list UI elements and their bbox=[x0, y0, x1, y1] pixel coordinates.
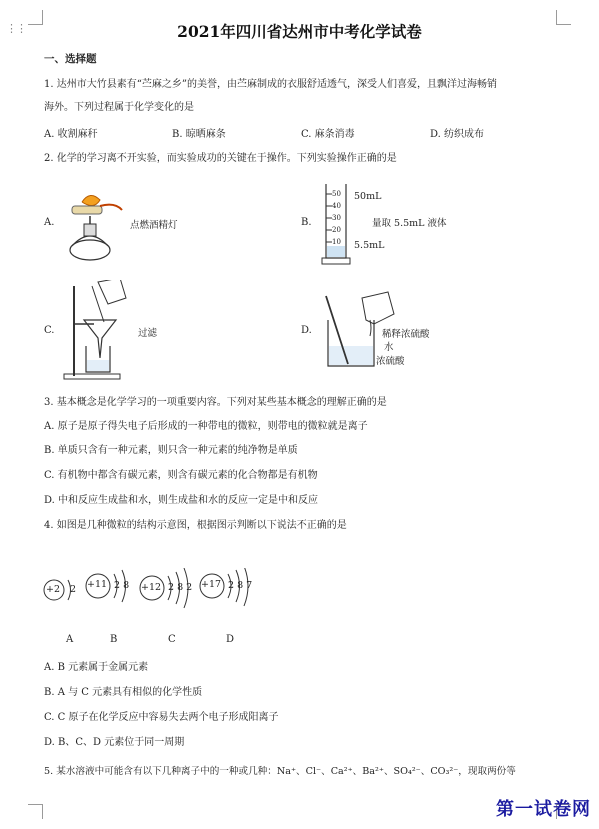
q5-stem: 5. 某水溶液中可能含有以下几种离子中的一种或几种：Na⁺、Cl⁻、Ca²⁺、Ba²⁺、SO₄²⁻、CO₃²⁻，现取两份等 bbox=[44, 766, 516, 777]
atom-c-letter: C bbox=[168, 634, 176, 645]
site-watermark: 第一试卷网 bbox=[496, 799, 591, 820]
scale-50: 50 bbox=[332, 190, 341, 198]
q2-a-letter: A. bbox=[44, 217, 55, 228]
q1-option-a: A. 收割麻秆 bbox=[44, 129, 98, 140]
q4-option-a: A. B 元素属于金属元素 bbox=[44, 662, 149, 673]
q3-option-c: C. 有机物中都含有碳元素，则含有碳元素的化合物都是有机物 bbox=[44, 470, 318, 481]
cylinder-mark-bottom: 5.5mL bbox=[354, 240, 385, 251]
scale-10: 10 bbox=[332, 238, 341, 246]
atom-a-nucleus: +2 bbox=[46, 584, 61, 595]
q3-option-b: B. 单质只含有一种元素，则只含一种元素的纯净物是单质 bbox=[44, 445, 298, 456]
scale-40: 40 bbox=[332, 202, 341, 210]
q1-option-d: D. 纺织成布 bbox=[430, 129, 485, 140]
scale-20: 20 bbox=[332, 226, 341, 234]
q2-a-caption: 点燃酒精灯 bbox=[130, 220, 178, 231]
drag-handle-icon[interactable]: ⋮⋮ bbox=[6, 22, 26, 35]
cylinder-scale bbox=[332, 188, 341, 248]
section-heading: 一、选择题 bbox=[44, 53, 97, 65]
atom-a-letter: A bbox=[66, 634, 74, 645]
q2-c-letter: C. bbox=[44, 325, 55, 336]
atom-b-nucleus: +11 bbox=[87, 579, 108, 590]
q3-option-a: A. 原子是原子得失电子后形成的一种带电的微粒，则带电的微粒就是离子 bbox=[44, 421, 368, 432]
filtration-setup-figure bbox=[60, 280, 140, 382]
crop-mark-bottom-left bbox=[28, 804, 43, 819]
q1-option-c: C. 麻条消毒 bbox=[301, 129, 355, 140]
q3-option-d: D. 中和反应生成盐和水，则生成盐和水的反应一定是中和反应 bbox=[44, 495, 319, 506]
atom-c-nucleus: +12 bbox=[141, 582, 162, 593]
q2-d-caption: 稀释浓硫酸 bbox=[382, 329, 430, 340]
cylinder-mark-top: 50mL bbox=[354, 191, 382, 202]
q4-option-d: D. B、C、D 元素位于同一周期 bbox=[44, 737, 185, 748]
q2-stem: 2. 化学的学习离不开实验，而实验成功的关键在于操作。下列实验操作正确的是 bbox=[44, 153, 397, 164]
atom-c-shells: 2 8 2 bbox=[168, 582, 193, 593]
atom-d-letter: D bbox=[226, 634, 235, 645]
q4-option-b: B. A 与 C 元素具有相似的化学性质 bbox=[44, 687, 203, 698]
atom-b-shells: 2 8 bbox=[114, 580, 130, 591]
q3-stem: 3. 基本概念是化学学习的一项重要内容。下列对某些基本概念的理解正确的是 bbox=[44, 397, 387, 408]
q4-option-c: C. C 原子在化学反应中容易失去两个电子形成阳离子 bbox=[44, 712, 279, 723]
q2-b-letter: B. bbox=[301, 217, 312, 228]
page-title: 2021年四川省达州市中考化学试卷 bbox=[177, 22, 422, 41]
q2-d-letter: D. bbox=[301, 325, 312, 336]
q1-stem-line1: 1. 达州市大竹县素有“苎麻之乡”的美誉，由苎麻制成的衣服舒适透气，深受人们喜爱，且飘洋过海畅销 bbox=[44, 79, 497, 90]
q2-c-caption: 过滤 bbox=[138, 328, 158, 339]
atom-d-nucleus: +17 bbox=[201, 579, 222, 590]
atom-b-letter: B bbox=[110, 634, 118, 645]
q1-stem-line2: 海外。下列过程属于化学变化的是 bbox=[44, 102, 194, 113]
alcohol-lamp-lighting-figure bbox=[60, 188, 130, 268]
water-label: 水 bbox=[384, 342, 394, 353]
q2-b-caption: 量取 5.5mL 液体 bbox=[372, 218, 447, 229]
atom-a-shells: 2 bbox=[70, 584, 77, 595]
acid-label: 浓硫酸 bbox=[376, 356, 405, 367]
scale-30: 30 bbox=[332, 214, 341, 222]
q4-stem: 4. 如图是几种微粒的结构示意图，根据图示判断以下说法不正确的是 bbox=[44, 520, 347, 531]
atom-d-shells: 2 8 7 bbox=[228, 580, 253, 591]
q1-option-b: B. 晾晒麻条 bbox=[172, 129, 226, 140]
